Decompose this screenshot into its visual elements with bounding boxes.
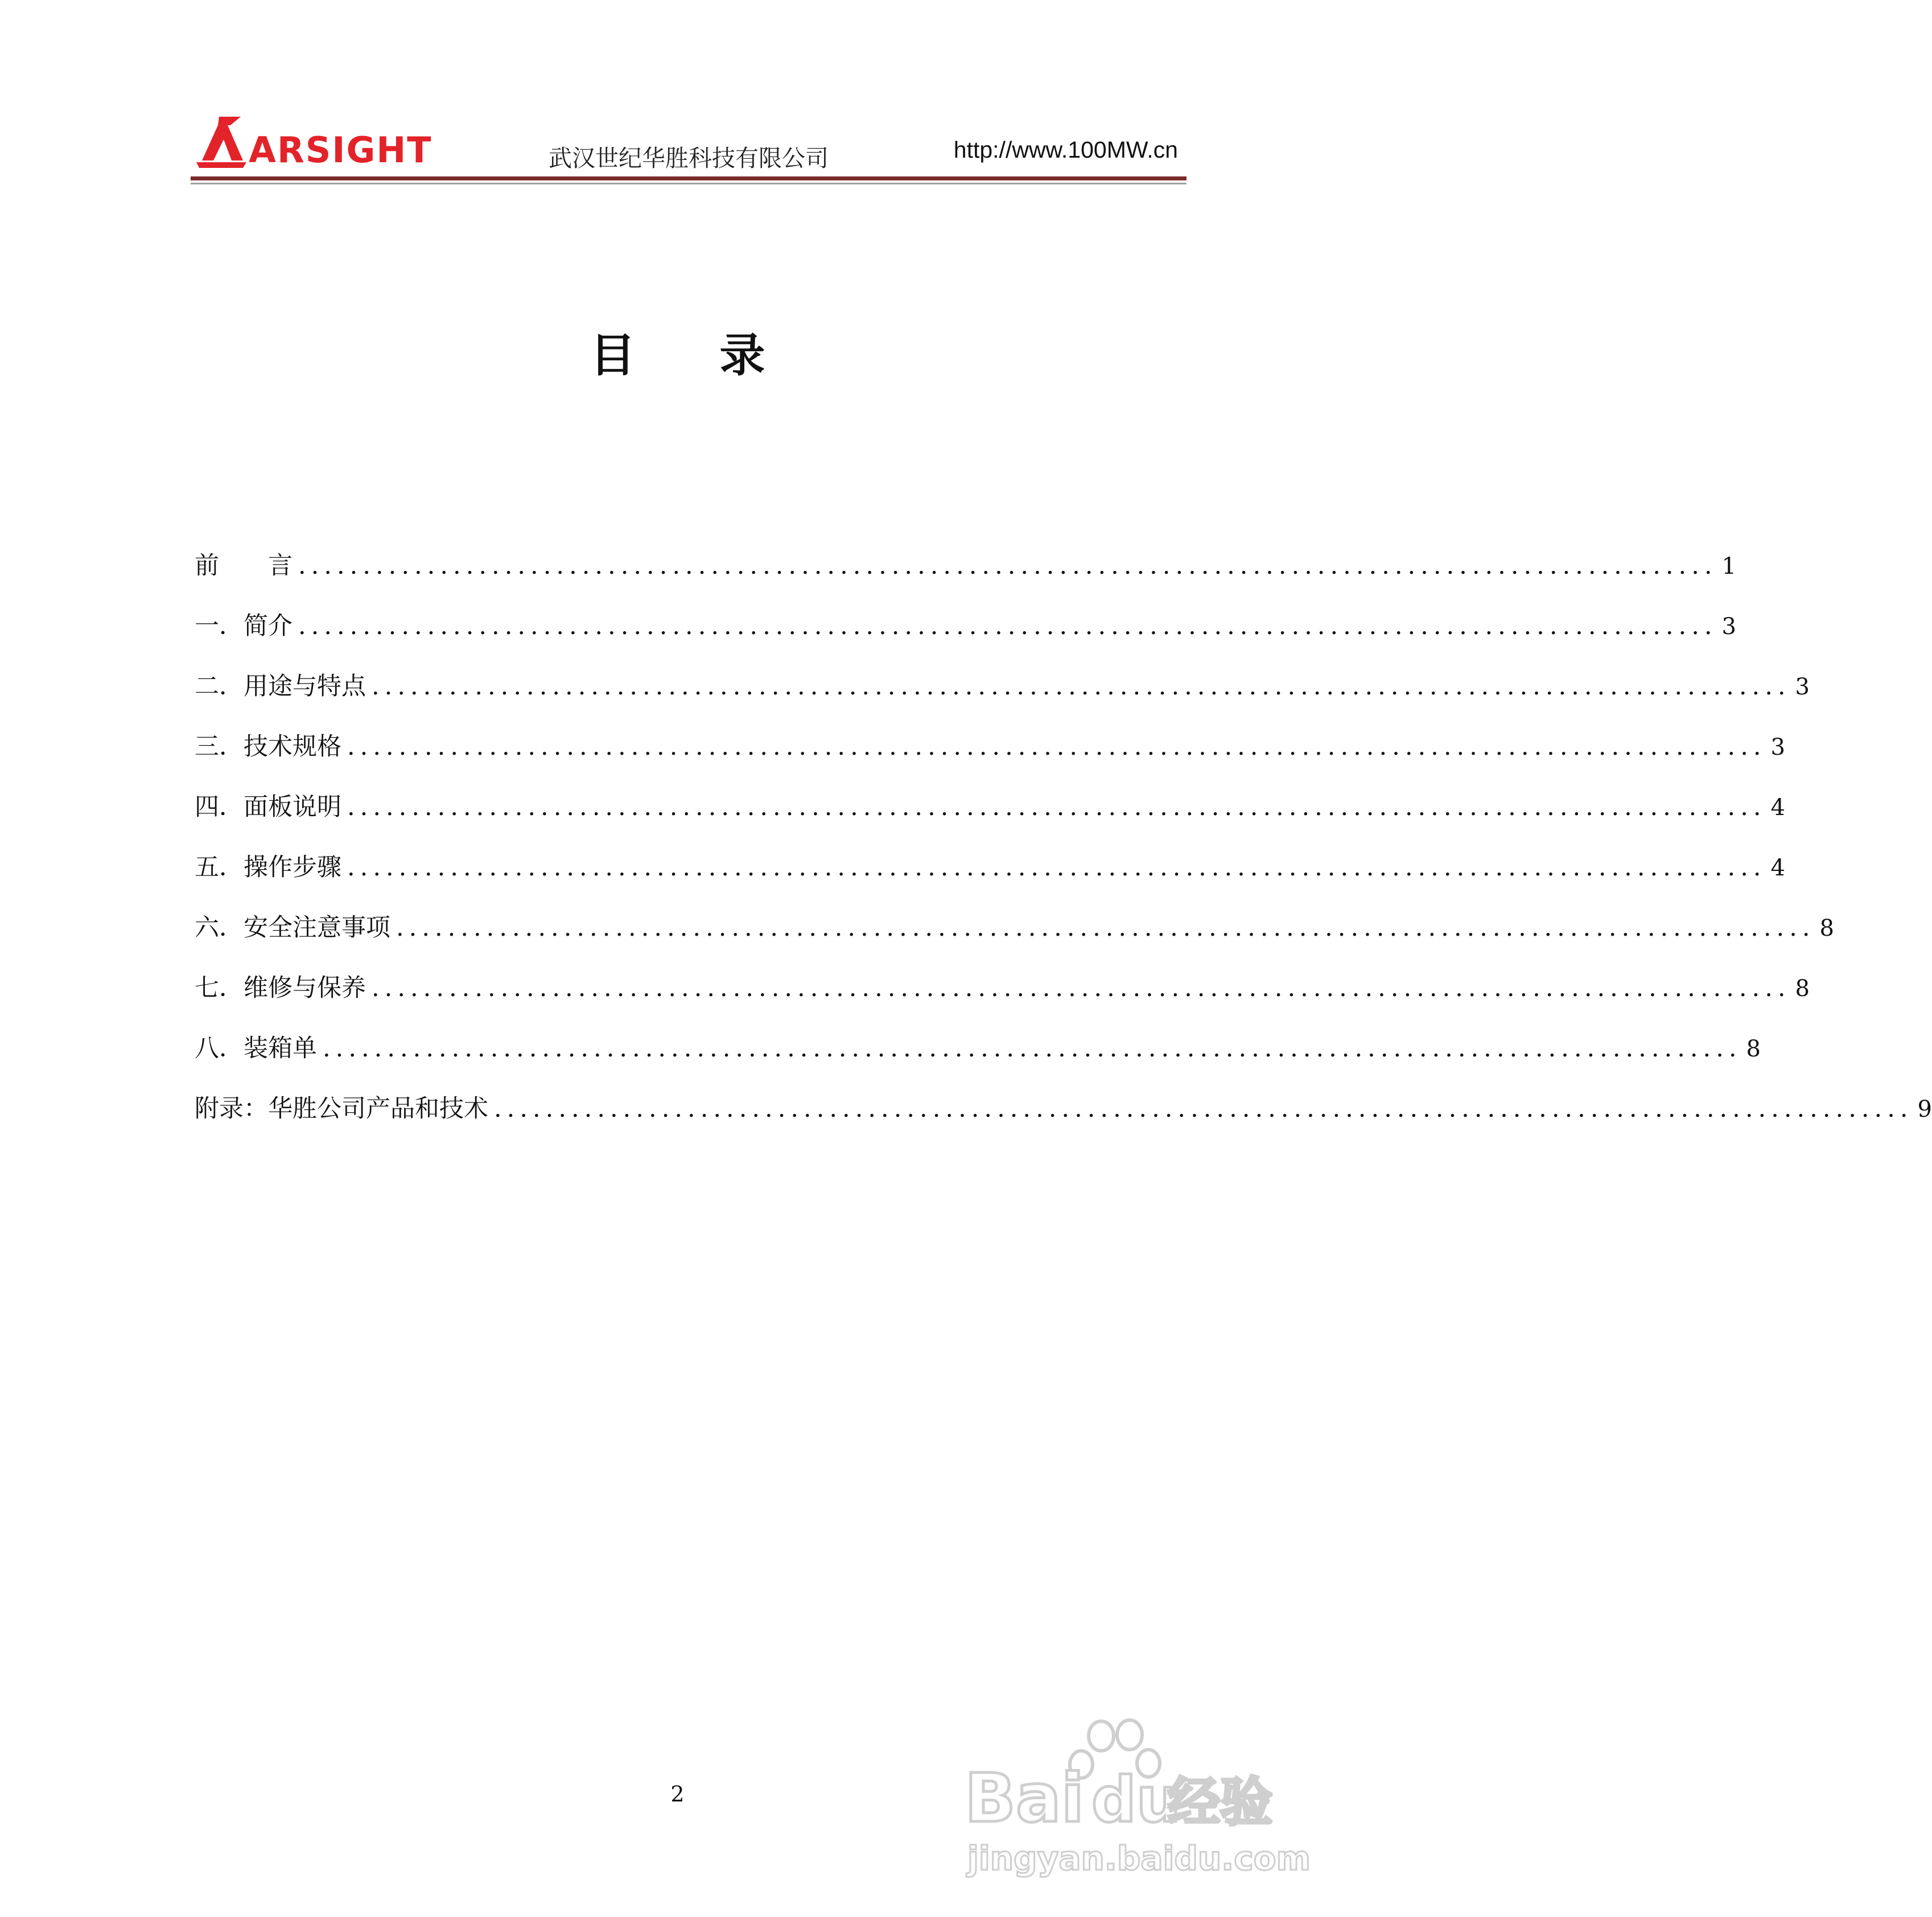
company-name: 武汉世纪华胜科技有限公司 [549,145,829,172]
watermark-product: 经验 [1168,1772,1273,1833]
toc-leader-dots: .............................................................................................................. [298,612,1717,640]
toc-entry-page: 3 [1721,614,1736,640]
toc-entry[interactable] [195,667,1810,727]
toc-entry-page: 3 [1795,674,1810,700]
baidu-jingyan-watermark [956,1719,1311,1884]
toc-entry-page: 8 [1795,976,1810,1002]
toc-entry[interactable] [195,727,1785,788]
toc-entry[interactable] [195,908,1834,969]
toc-entry-label: 四．面板说明 [195,793,341,821]
toc-entry[interactable] [195,969,1810,1029]
toc-entry-page: 4 [1770,795,1785,821]
watermark-brand-du: du [1091,1763,1181,1836]
toc-entry-label: 前 言 [195,552,293,580]
toc-leader-dots: .............................................................................................................. [347,793,1766,821]
toc-entry-label: 七．维修与保养 [195,974,366,1002]
logo-text: ARSIGHT [249,129,432,171]
toc-entry-page: 4 [1770,855,1785,881]
watermark-brand: Bai [965,1759,1085,1837]
toc-entry-label: 二．用途与特点 [195,672,366,701]
toc-entry[interactable] [195,1089,1932,1150]
toc-leader-dots: .............................................................................................................. [347,853,1766,882]
watermark-url: jingyan.baidu.com [967,1839,1311,1878]
toc-leader-dots: .............................................................................................................. [494,1095,1913,1123]
toc-entry[interactable] [195,848,1785,908]
toc-entry[interactable] [195,788,1785,848]
toc-entry-page: 9 [1917,1096,1932,1122]
header-rule-thin [191,183,1187,184]
toc-title: 目 录 [590,329,800,382]
toc-leader-dots: .............................................................................................................. [372,672,1791,701]
toc-leader-dots: .............................................................................................................. [323,1034,1742,1063]
toc-entry-label: 三．技术规格 [195,733,341,761]
toc-leader-dots: .............................................................................................................. [347,733,1766,761]
toc-entry-label: 附录：华胜公司产品和技术 [195,1095,488,1123]
toc-entry-page: 8 [1746,1036,1761,1062]
toc-entry-label: 一．简介 [195,612,293,640]
toc-leader-dots: .............................................................................................................. [372,974,1791,1002]
table-of-contents [195,546,1932,1150]
toc-entry[interactable] [195,546,1736,607]
toc-entry-label: 八．装箱单 [195,1034,317,1063]
toc-entry-label: 五．操作步骤 [195,853,341,882]
page-header [191,108,1187,188]
toc-entry[interactable] [195,607,1736,667]
toc-leader-dots: .............................................................................................................. [396,914,1815,942]
header-rule [191,176,1187,180]
toc-entry-page: 1 [1721,553,1736,579]
toc-entry-page: 3 [1770,734,1785,760]
toc-entry-page: 8 [1819,915,1834,941]
toc-entry-label: 六．安全注意事项 [195,914,390,942]
company-website: http://www.100MW.cn [953,137,1178,163]
page-number: 2 [670,1782,685,1807]
toc-entry[interactable] [195,1029,1761,1089]
toc-leader-dots: .............................................................................................................. [298,552,1717,580]
